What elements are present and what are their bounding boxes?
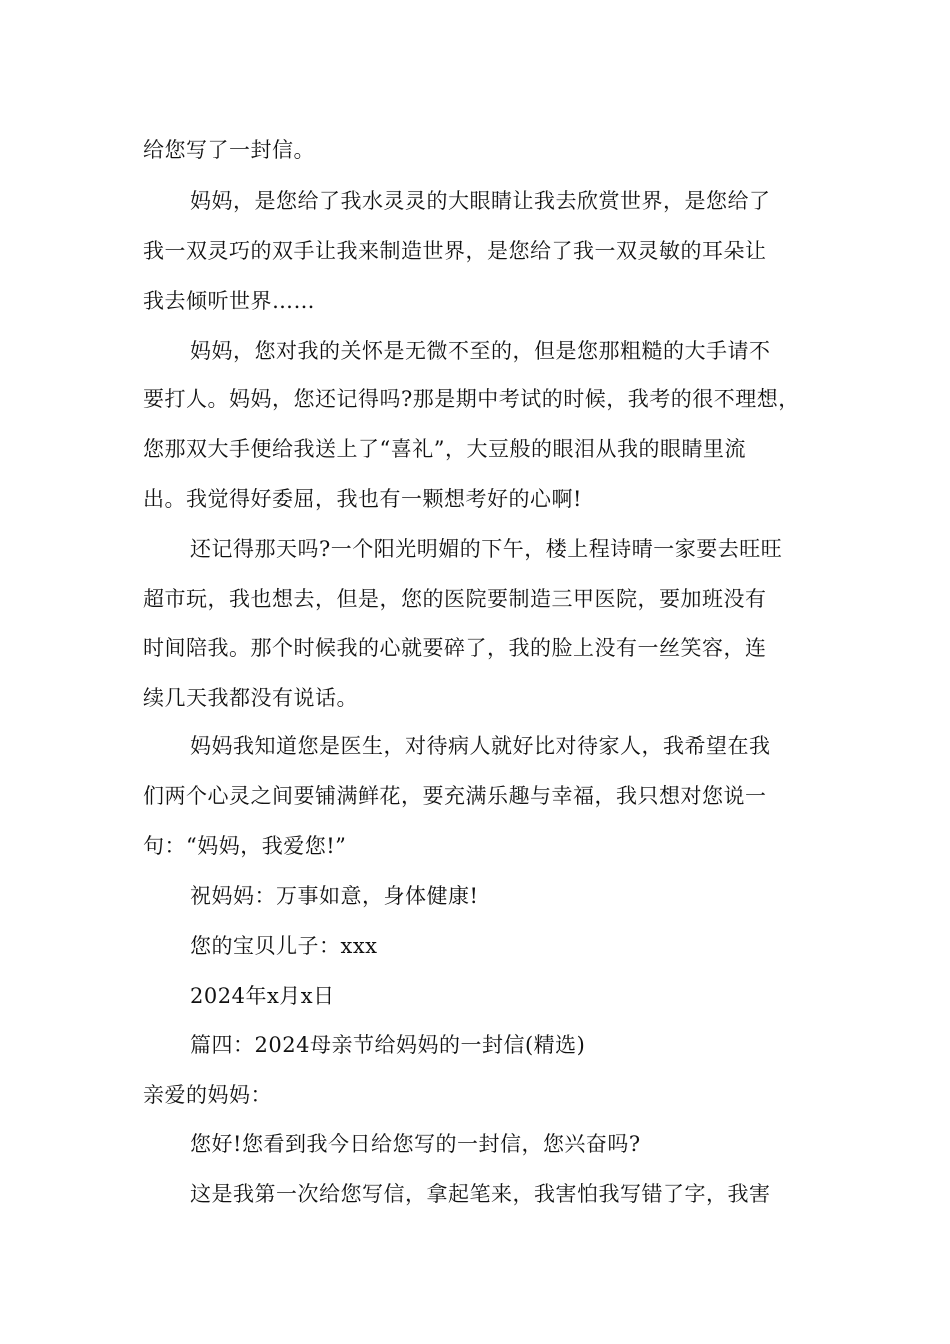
text-line: 我一双灵巧的双手让我来制造世界，是您给了我一双灵敏的耳朵让: [143, 239, 767, 263]
paragraph-line: 还记得那天吗?一个阳光明媚的下午，楼上程诗晴一家要去旺旺: [190, 537, 783, 561]
paragraph-line: 这是我第一次给您写信，拿起笔来，我害怕我写错了字，我害: [190, 1182, 771, 1206]
paragraph-line: 您好!您看到我今日给您写的一封信，您兴奋吗?: [190, 1132, 641, 1156]
text-line: 们两个心灵之间要铺满鲜花，要充满乐趣与幸福，我只想对您说一: [143, 784, 767, 808]
text-line: 时间陪我。那个时候我的心就要碎了，我的脸上没有一丝笑容，连: [143, 636, 767, 660]
text-line: 句：“妈妈，我爱您!”: [143, 834, 347, 858]
paragraph-line: 妈妈我知道您是医生，对待病人就好比对待家人，我希望在我: [190, 734, 771, 758]
paragraph-line: 妈妈，是您给了我水灵灵的大眼睛让我去欣赏世界，是您给了: [190, 189, 771, 213]
salutation-line: 亲爱的妈妈：: [143, 1083, 272, 1107]
text-line: 给您写了一封信。: [143, 138, 315, 162]
text-line: 续几天我都没有说话。: [143, 686, 358, 710]
text-line: 出。我觉得好委屈，我也有一颗想考好的心啊!: [143, 487, 582, 511]
date-line: 2024年x月x日: [190, 984, 335, 1008]
paragraph-line: 祝妈妈：万事如意，身体健康!: [190, 884, 479, 908]
text-line: 超市玩，我也想去，但是，您的医院要制造三甲医院，要加班没有: [143, 587, 767, 611]
text-line: 我去倾听世界……: [143, 289, 315, 313]
paragraph-line: 妈妈，您对我的关怀是无微不至的，但是您那粗糙的大手请不: [190, 339, 771, 363]
text-line: 您那双大手便给我送上了“喜礼”，大豆般的眼泪从我的眼睛里流: [143, 437, 746, 461]
section-heading: 篇四：2024母亲节给妈妈的一封信(精选): [190, 1033, 586, 1057]
signature-line: 您的宝贝儿子：xxx: [190, 934, 378, 958]
text-line: 要打人。妈妈，您还记得吗?那是期中考试的时候，我考的很不理想，: [143, 387, 800, 411]
